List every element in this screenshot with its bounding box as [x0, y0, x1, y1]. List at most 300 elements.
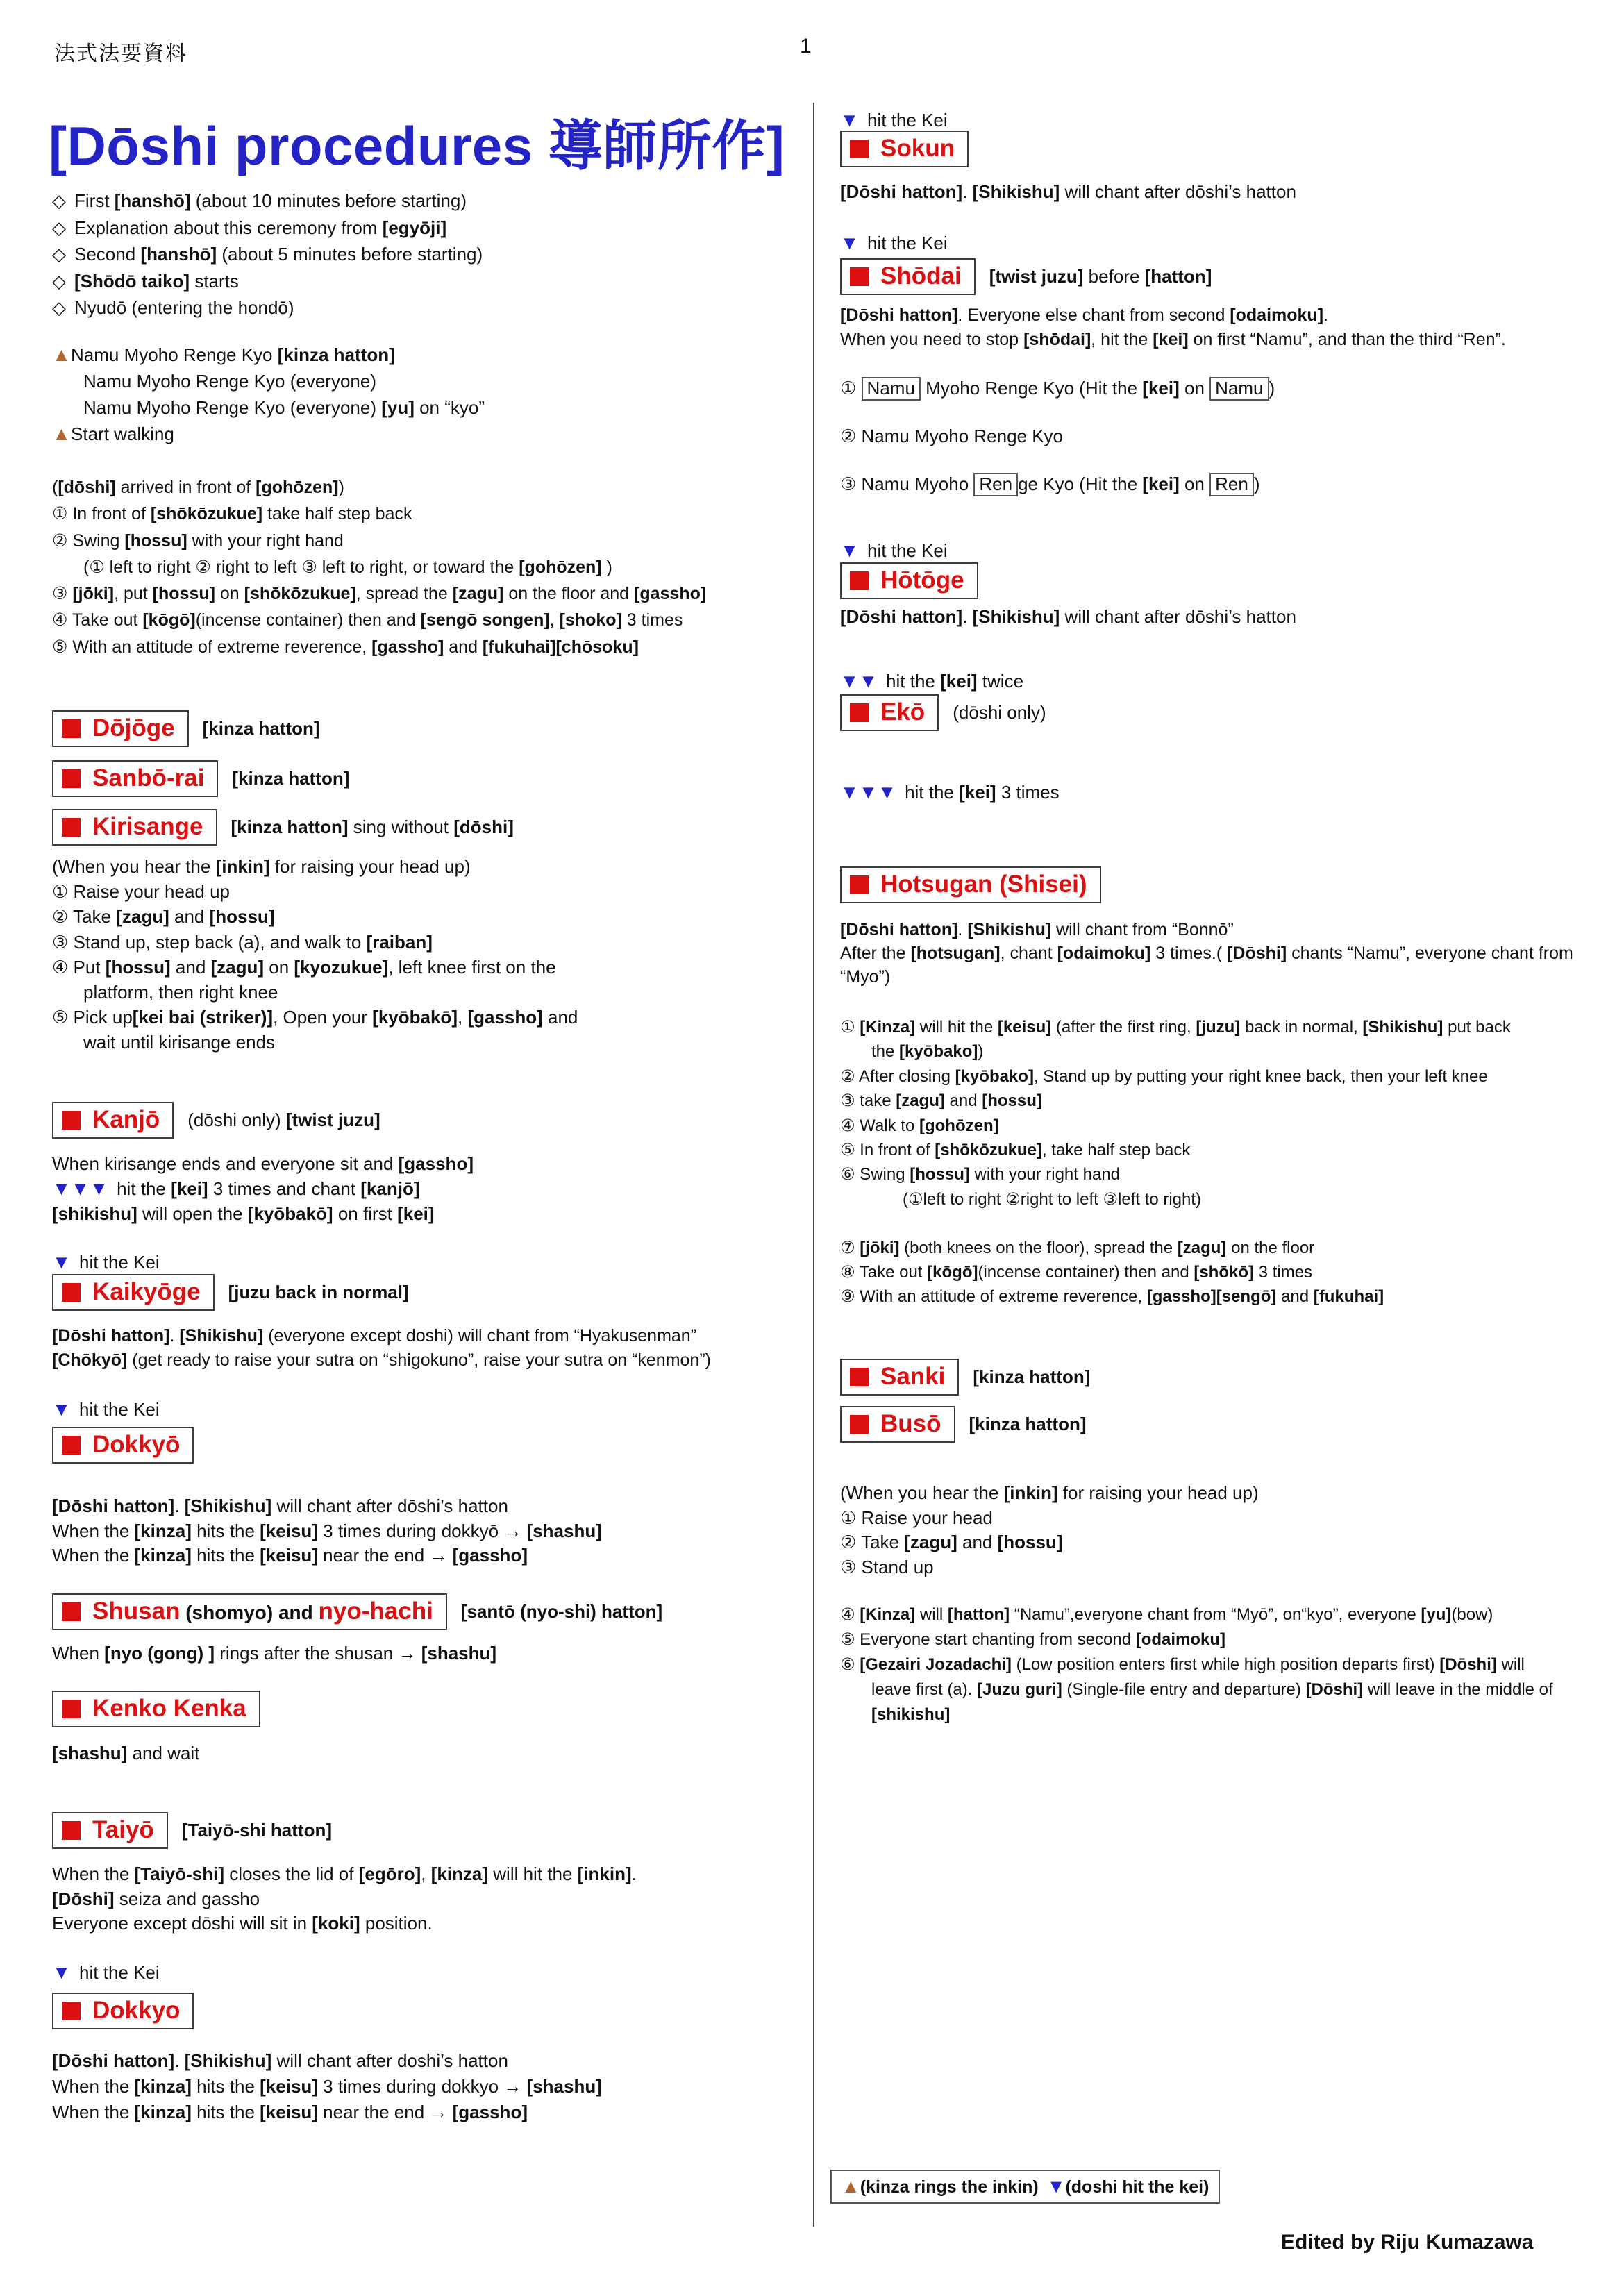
red-square-icon: [62, 1821, 81, 1840]
section-box-sanki: [840, 1359, 959, 1396]
section-label: Dokkyō: [92, 1431, 181, 1458]
text-segment: ② Swing [hossu] with your right hand: [52, 530, 344, 551]
text-segment: hit the Kei: [867, 540, 948, 561]
text-segment: (When you hear the [inkin] for raising your head up): [840, 1482, 1259, 1503]
diamond-icon: ◇: [52, 217, 66, 238]
section-block: [840, 1359, 1090, 1396]
text-segment: ①: [840, 378, 862, 399]
text-segment: ② Take [zagu] and [hossu]: [840, 1532, 1063, 1553]
section-box-hotsugan-shisei: [840, 866, 1101, 903]
text-line: [52, 1005, 578, 1030]
text-line: [903, 1187, 1511, 1212]
text-segment: the [kyōbako]): [871, 1042, 984, 1062]
text-line: [52, 955, 578, 980]
text-line: [52, 1348, 711, 1373]
section-block: [52, 1274, 409, 1311]
text-segment: [Shōdō taiko] starts: [74, 270, 239, 292]
section-annotation: [kinza hatton]: [232, 767, 350, 789]
text-segment: [Dōshi] seiza and gassho: [52, 1888, 260, 1909]
triangle-down-icon: ▼▼▼: [840, 781, 897, 803]
section-label: Kenko Kenka: [92, 1695, 246, 1722]
section-box-buso: [840, 1406, 955, 1443]
section-block: [840, 131, 969, 167]
section-block: [52, 710, 320, 747]
text-line: [871, 1702, 1553, 1727]
text-line: [52, 1543, 602, 1568]
text-block: [52, 1862, 637, 1936]
text-segment: ): [1253, 474, 1260, 494]
red-square-icon: [850, 140, 869, 158]
text-line: [52, 1324, 711, 1348]
triangle-down-icon: ▼: [52, 1961, 72, 1983]
text-line: [52, 879, 578, 904]
text-segment: hit the Kei: [867, 110, 948, 131]
text-segment: When you need to stop [shōdai], hit the [kei] on first “Namu”, and than the third “Ren”.: [840, 330, 1506, 349]
text-segment: hit the Kei: [79, 1252, 160, 1273]
text-block: [52, 1741, 199, 1766]
text-line: [52, 634, 706, 660]
text-line: [840, 179, 1296, 204]
section-label-part: nyo-hachi: [318, 1598, 433, 1625]
text-line: [52, 1519, 602, 1544]
text-line: [52, 1494, 602, 1519]
text-segment: [shikishu]: [871, 1705, 951, 1724]
section-block: [52, 809, 514, 846]
triangle-down-icon: ▼: [1046, 2176, 1066, 2197]
text-block: [840, 231, 948, 255]
section-label: Busō: [880, 1410, 941, 1437]
text-line: [840, 669, 1023, 694]
text-segment: ① Raise your head up: [52, 881, 231, 903]
text-segment: ① Raise your head: [840, 1507, 993, 1528]
boxed-word: Namu: [862, 377, 921, 401]
text-segment: hit the Kei: [867, 233, 948, 253]
credit: Edited by Riju Kumazawa: [1281, 2231, 1534, 2254]
text-line: [52, 2074, 602, 2100]
text-block: [52, 187, 483, 321]
section-label: Taiyō: [92, 1816, 154, 1843]
column-divider: [813, 103, 814, 2227]
red-square-icon: [62, 1436, 81, 1455]
text-segment: ② After closing [kyōbako], Stand up by putting your right knee back, then your left knee: [840, 1066, 1488, 1086]
text-block: [840, 1481, 1259, 1579]
triangle-up-icon: ▲: [52, 344, 72, 365]
text-line: [840, 1506, 1259, 1531]
section-box-shusan-shomyo-and-nyo-hachi: [52, 1593, 447, 1630]
section-annotation: [santō (nyo-shi) hatton]: [460, 1600, 663, 1622]
text-line: [52, 421, 485, 447]
text-line: [52, 215, 483, 242]
triangle-down-icon: ▼▼▼: [52, 1178, 109, 1199]
section-box-sokun: [840, 131, 969, 167]
section-box-kirisange: [52, 809, 217, 846]
section-annotation: [kinza hatton]: [973, 1366, 1091, 1387]
text-line: [52, 342, 485, 368]
text-segment: ④ Put [hossu] and [zagu] on [kyozukue], left knee first on the: [52, 956, 556, 978]
text-segment: ⑥ [Gezairi Jozadachi] (Low position enters first while high position departs first) [Dōshi] will: [840, 1655, 1525, 1674]
red-square-icon: [62, 818, 81, 837]
section-annotation: [kinza hatton]: [969, 1413, 1087, 1434]
text-line: [52, 1397, 160, 1422]
text-segment: Namu Myoho Renge Kyo (everyone) [yu] on “kyo”: [83, 397, 485, 418]
text-segment: ⑤ With an attitude of extreme reverence, [gassho] and [fukuhai][chōsoku]: [52, 637, 639, 657]
text-segment: [Dōshi hatton]. [Shikishu] will chant from “Bonnō”: [840, 920, 1234, 939]
triangle-down-icon: ▼▼: [840, 670, 878, 692]
red-square-icon: [850, 1415, 869, 1434]
section-label: [92, 1599, 433, 1625]
text-segment: Namu Myoho Renge Kyo (everyone): [83, 371, 376, 392]
text-line: [52, 607, 706, 633]
text-line: [52, 1887, 637, 1912]
text-block: [52, 854, 578, 1055]
text-segment: hit the Kei: [79, 1399, 160, 1420]
text-line: [83, 368, 485, 394]
left-column: [52, 0, 810, 2296]
text-segment: [Dōshi hatton]. [Shikishu] will chant after doshi’s hatton: [52, 2050, 508, 2071]
text-block: [840, 179, 1296, 204]
section-block: [840, 866, 1101, 903]
red-square-icon: [850, 267, 869, 286]
section-annotation: [kinza hatton]: [202, 717, 320, 739]
text-line: [840, 364, 1275, 412]
section-label-part-black: (shomyo) and: [180, 1602, 319, 1623]
text-line: [840, 1602, 1553, 1627]
diamond-icon: ◇: [52, 190, 66, 211]
red-square-icon: [62, 719, 81, 738]
text-segment: After the [hotsugan], chant [odaimoku] 3 times.( [Dōshi] chants “Namu”, everyone chant from: [840, 944, 1573, 963]
text-block: [840, 538, 948, 563]
text-segment: Everyone except dōshi will sit in [koki] position.: [52, 1913, 433, 1934]
text-line: [52, 268, 483, 295]
text-line: [840, 1284, 1384, 1309]
text-line: [83, 1030, 578, 1055]
text-segment: Start walking: [71, 424, 174, 444]
text-line: [840, 1064, 1511, 1089]
section-annotation: (dōshi only): [953, 701, 1046, 723]
text-line: [840, 1555, 1259, 1580]
text-line: [52, 1151, 474, 1176]
text-line: [52, 2100, 602, 2125]
text-line: [840, 303, 1506, 328]
legend-box: [830, 2170, 1220, 2204]
text-segment: ⑤ Pick up[kei bai (striker)], Open your [kyōbakō], [gassho] and: [52, 1007, 578, 1028]
red-square-icon: [62, 1111, 81, 1130]
text-line: [52, 474, 706, 501]
text-block: [52, 1397, 160, 1422]
text-segment: ② Namu Myoho Renge Kyo: [840, 426, 1064, 446]
text-block: [840, 1236, 1384, 1309]
text-segment: When [nyo (gong) ] rings after the shusan → [shashu]: [52, 1643, 497, 1664]
legend-up-text: (kinza rings the inkin): [860, 2177, 1039, 2197]
text-block: [840, 669, 1023, 694]
section-block: [52, 1427, 194, 1464]
section-box-hotoge: [840, 562, 978, 599]
text-line: [840, 965, 1573, 989]
text-segment: ③ Stand up, step back (a), and walk to [raiban]: [52, 931, 433, 953]
text-line: [840, 328, 1506, 352]
section-box-kaikyoge: [52, 1274, 215, 1311]
text-line: [52, 854, 578, 879]
section-block: [52, 1102, 380, 1139]
text-segment: ⑦ [jōki] (both knees on the floor), spread the [zagu] on the floor: [840, 1239, 1315, 1257]
text-line: [52, 501, 706, 527]
boxed-word: Namu: [1209, 377, 1269, 401]
red-square-icon: [850, 875, 869, 894]
text-segment: [Dōshi hatton]. [Shikishu] will chant after dōshi’s hatton: [840, 181, 1296, 202]
text-block: [52, 342, 485, 447]
text-block: [840, 1015, 1511, 1212]
document-title: [Dōshi procedures 導師所作]: [49, 115, 785, 176]
section-label: Shōdai: [880, 262, 962, 290]
text-block: [840, 780, 1060, 805]
text-segment: [Dōshi hatton]. [Shikishu] will chant after dōshi’s hatton: [52, 1495, 508, 1516]
text-segment: ⑤ In front of [shōkōzukue], take half step back: [840, 1141, 1191, 1160]
text-line: [840, 1089, 1511, 1113]
section-label: Kirisange: [92, 813, 203, 840]
text-segment: hit the [kei] 3 times: [905, 782, 1060, 803]
text-segment: ⑨ With an attitude of extreme reverence, [gassho][sengō] and [fukuhai]: [840, 1287, 1384, 1306]
text-segment: platform, then right knee: [83, 982, 278, 1003]
text-line: [871, 1677, 1553, 1702]
text-segment: When the [kinza] hits the [keisu] 3 times during dokkyō → [shashu]: [52, 1520, 602, 1541]
text-line: [871, 1039, 1511, 1064]
text-line: [52, 528, 706, 554]
text-block: [840, 303, 1506, 352]
text-line: [83, 980, 578, 1005]
text-line: [52, 241, 483, 268]
text-block: [52, 474, 706, 660]
text-segment: ④ [Kinza] will [hatton] “Namu”,everyone chant from “Myō”, on“kyo”, everyone [yu](bow): [840, 1605, 1493, 1624]
section-label: Ekō: [880, 698, 926, 726]
text-block: [840, 918, 1573, 989]
page-number: 1: [800, 35, 812, 58]
text-segment: ⑥ Swing [hossu] with your right hand: [840, 1165, 1121, 1184]
section-box-taiyo: [52, 1812, 168, 1849]
text-block: [52, 1250, 160, 1275]
section-annotation: [juzu back in normal]: [228, 1281, 409, 1302]
text-segment: leave first (a). [Juzu guri] (Single-file entry and departure) [Dōshi] will leave in the middle of: [871, 1680, 1553, 1699]
text-line: [840, 780, 1060, 805]
text-line: [840, 412, 1275, 460]
document-header-left: 法式法要資料: [54, 42, 187, 65]
text-segment: [Dōshi hatton]. [Shikishu] will chant after dōshi’s hatton: [840, 606, 1296, 627]
text-segment: ④ Walk to [gohōzen]: [840, 1116, 999, 1135]
text-segment: When the [kinza] hits the [keisu] near the end → [gassho]: [52, 2102, 528, 2122]
text-block: [52, 1494, 602, 1568]
triangle-down-icon: ▼: [840, 232, 860, 253]
text-line: [83, 394, 485, 421]
text-line: [52, 1862, 637, 1887]
diamond-icon: ◇: [52, 297, 66, 318]
section-box-kenko-kenka: [52, 1691, 260, 1727]
section-box-dokkyo: [52, 1993, 194, 2029]
text-line: [52, 930, 578, 955]
text-line: [840, 231, 948, 255]
text-line: [840, 1530, 1259, 1555]
text-segment: [Dōshi hatton]. Everyone else chant from second [odaimoku].: [840, 305, 1328, 325]
section-block: [52, 1812, 332, 1849]
text-line: [83, 554, 706, 580]
boxed-word: Ren: [1209, 473, 1254, 496]
red-square-icon: [850, 571, 869, 590]
text-segment: “Myo”): [840, 967, 891, 987]
section-label: Hōtōge: [880, 567, 964, 594]
text-line: [840, 1627, 1553, 1652]
text-line: [840, 1114, 1511, 1138]
text-line: [840, 1015, 1511, 1039]
text-block: [840, 364, 1275, 508]
text-segment: When the [Taiyō-shi] closes the lid of [egōro], [kinza] will hit the [inkin].: [52, 1863, 637, 1884]
section-block: [52, 1993, 194, 2029]
red-square-icon: [850, 703, 869, 722]
text-line: [840, 941, 1573, 965]
text-block: [840, 108, 948, 133]
section-block: [840, 258, 1212, 295]
section-block: [52, 1691, 260, 1727]
section-block: [840, 562, 978, 599]
text-segment: ⑧ Take out [kōgō](incense container) then and [shōkō] 3 times: [840, 1263, 1313, 1282]
text-segment: ge Kyo (Hit the [kei] on: [1018, 474, 1210, 494]
section-label: Kanjō: [92, 1106, 160, 1133]
text-line: [52, 2048, 602, 2074]
section-box-shodai: [840, 258, 976, 295]
section-label: Sokun: [880, 135, 955, 162]
triangle-up-icon: ▲: [52, 423, 72, 444]
text-segment: [shikishu] will open the [kyōbakō] on first [kei]: [52, 1203, 435, 1224]
section-annotation: (dōshi only) [twist juzu]: [187, 1109, 380, 1130]
text-segment: ): [1269, 378, 1275, 399]
red-square-icon: [850, 1368, 869, 1386]
red-square-icon: [62, 2002, 81, 2020]
text-block: [840, 1602, 1553, 1727]
text-line: [52, 1201, 474, 1226]
text-segment: [Dōshi hatton]. [Shikishu] (everyone except doshi) will chant from “Hyakusenman”: [52, 1326, 697, 1346]
text-segment: hit the [kei] twice: [886, 671, 1024, 692]
section-label: Dokkyo: [92, 1997, 181, 2024]
text-line: [52, 1960, 160, 1985]
text-line: [52, 1176, 474, 1201]
text-segment: hit the [kei] 3 times and chant [kanjō]: [117, 1178, 420, 1199]
text-line: [840, 1138, 1511, 1162]
triangle-down-icon: ▼: [840, 109, 860, 131]
text-line: [52, 187, 483, 215]
text-segment: ③ take [zagu] and [hossu]: [840, 1091, 1042, 1111]
diamond-icon: ◇: [52, 244, 66, 265]
text-segment: [Chōkyō] (get ready to raise your sutra on “shigokuno”, raise your sutra on “kenmon”): [52, 1350, 711, 1370]
text-line: [840, 918, 1573, 941]
text-line: [52, 1741, 199, 1766]
red-square-icon: [62, 769, 81, 788]
text-block: [52, 2048, 602, 2125]
text-segment: ④ Take out [kōgō](incense container) then and [sengō songen], [shoko] 3 times: [52, 610, 683, 630]
section-label: Sanbō-rai: [92, 764, 205, 791]
text-block: [52, 1324, 711, 1373]
section-label: Sanki: [880, 1363, 946, 1390]
section-box-sanbo-rai: [52, 760, 218, 797]
section-label-part: Shusan: [92, 1598, 181, 1625]
section-label: Kaikyōge: [92, 1278, 201, 1305]
text-line: [840, 1260, 1384, 1284]
text-segment: ⑤ Everyone start chanting from second [odaimoku]: [840, 1630, 1226, 1649]
text-segment: ③ [jōki], put [hossu] on [shōkōzukue], spread the [zagu] on the floor and [gassho]: [52, 584, 707, 604]
section-box-dojoge: [52, 710, 189, 747]
text-segment: ③ Stand up: [840, 1556, 934, 1577]
text-segment: When kirisange ends and everyone sit and [gassho]: [52, 1153, 474, 1174]
text-block: [840, 604, 1296, 629]
text-segment: (①left to right ②right to left ③left to right): [903, 1189, 1202, 1209]
text-line: [52, 1250, 160, 1275]
section-annotation: [Taiyō-shi hatton]: [181, 1819, 332, 1841]
section-box-eko: [840, 694, 939, 731]
section-block: [840, 694, 1046, 731]
text-line: [52, 580, 706, 607]
red-square-icon: [62, 1700, 81, 1718]
section-label: Hotsugan (Shisei): [880, 871, 1087, 898]
text-segment: wait until kirisange ends: [83, 1032, 276, 1053]
section-block: [52, 1593, 662, 1630]
text-line: [840, 604, 1296, 629]
text-segment: Nyudō (entering the hondō): [74, 297, 294, 318]
section-label: Dōjōge: [92, 714, 175, 741]
diamond-icon: ◇: [52, 270, 66, 292]
text-segment: hit the Kei: [79, 1962, 160, 1983]
text-line: [52, 1911, 637, 1936]
text-segment: (① left to right ② right to left ③ left to right, or toward the [gohōzen] ): [83, 557, 612, 577]
right-column: [840, 0, 1621, 2296]
section-block: [840, 1406, 1087, 1443]
boxed-word: Ren: [973, 473, 1018, 496]
text-segment: ③ Namu Myoho: [840, 474, 974, 494]
text-segment: First [hanshō] (about 10 minutes before starting): [74, 190, 467, 211]
text-segment: ① [Kinza] will hit the [keisu] (after the first ring, [juzu] back in normal, [Shikishu] put back: [840, 1018, 1511, 1037]
text-segment: Myoho Renge Kyo (Hit the [kei] on: [920, 378, 1210, 399]
text-line: [840, 108, 948, 133]
text-segment: ([dōshi] arrived in front of [gohōzen]): [52, 478, 344, 497]
text-line: [840, 1481, 1259, 1506]
text-block: [52, 1960, 160, 1985]
text-line: [52, 294, 483, 321]
text-line: [840, 1162, 1511, 1187]
text-block: [52, 1641, 496, 1666]
text-line: [52, 904, 578, 929]
section-annotation: [twist juzu] before [hatton]: [989, 265, 1212, 287]
text-line: [52, 1641, 496, 1666]
section-box-kanjo: [52, 1102, 174, 1139]
text-line: [840, 460, 1275, 508]
triangle-up-icon: ▲: [842, 2176, 860, 2197]
text-block: [52, 1151, 474, 1226]
triangle-down-icon: ▼: [52, 1251, 72, 1273]
legend-down-text: (doshi hit the kei): [1065, 2177, 1209, 2197]
triangle-down-icon: ▼: [840, 539, 860, 561]
text-line: [840, 1652, 1553, 1677]
text-segment: Second [hanshō] (about 5 minutes before starting): [74, 244, 483, 265]
red-square-icon: [62, 1602, 81, 1621]
text-segment: (When you hear the [inkin] for raising your head up): [52, 856, 471, 877]
text-segment: [shashu] and wait: [52, 1743, 200, 1763]
section-annotation: [kinza hatton] sing without [dōshi]: [231, 816, 514, 837]
text-segment: ② Take [zagu] and [hossu]: [52, 906, 275, 928]
text-segment: Namu Myoho Renge Kyo [kinza hatton]: [71, 344, 395, 365]
section-box-dokkyo: [52, 1427, 194, 1464]
section-block: [52, 760, 349, 797]
red-square-icon: [62, 1283, 81, 1302]
text-segment: Explanation about this ceremony from [egyōji]: [74, 217, 447, 238]
text-segment: ① In front of [shōkōzukue] take half step back: [52, 504, 412, 524]
text-line: [840, 1236, 1384, 1260]
triangle-down-icon: ▼: [52, 1398, 72, 1420]
text-segment: When the [kinza] hits the [keisu] 3 times during dokkyo → [shashu]: [52, 2076, 602, 2097]
